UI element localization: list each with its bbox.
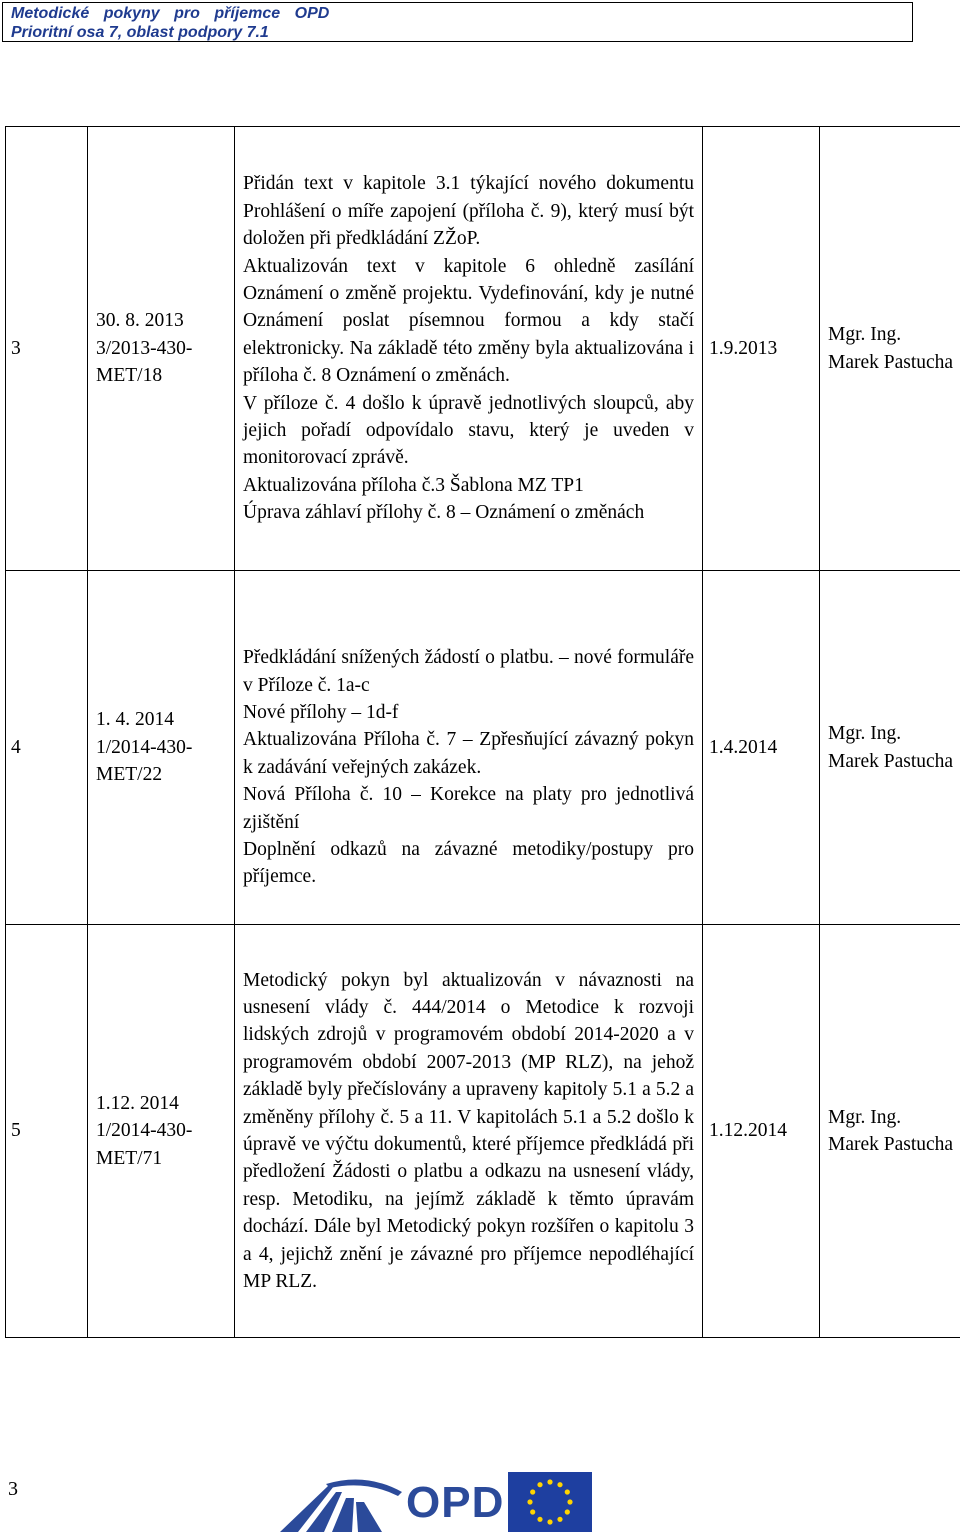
road-icon	[280, 1480, 402, 1532]
row-effective-date: 1.9.2013	[703, 127, 820, 571]
row-number: 4	[6, 571, 88, 925]
date-line: 1/2014-430-	[96, 736, 193, 758]
document-header	[2, 2, 913, 42]
date-line: 3/2013-430-	[96, 337, 193, 359]
table-row	[6, 127, 960, 571]
row-author	[820, 571, 960, 925]
description-paragraph: Metodický pokyn byl aktualizován v návaznosti na usnesení vlády č. 444/2014 o Metodice k rozvoji lidských zdrojů v programovém období 2014-2020 a v programovém období 2007-2013 (MP RLZ), na jehož základě byly přečíslovány a upraveny kapitoly 5.1 a 5.2 a změněny přílohy č. 5 a 11. V kapitolách 5.1 a 5.2 došlo k úpravě ve výčtu dokumentů, které příjemce předkládá při předložení Žádosti o platbu a odkazu na usnesení vlády, resp. Metodiku, na jejímž základě k těmto úpravám dochází. Dále byl Metodický pokyn rozšířen o kapitolu 3 a 4, jejichž znění je závazné pro příjemce nepodléhající MP RLZ.	[243, 969, 694, 1293]
description-paragraph: Doplnění odkazů na závazné metodiky/postupy pro příjemce.	[243, 839, 694, 888]
description-paragraph: Aktualizován text v kapitole 6 ohledně zasílání Oznámení o změně projektu. Vydefinování, kdy je nutné Oznámení poslat písemnou formou a kdy stačí elektronicky. Na základě této změny byla aktualizována i příloha č. 8 Oznámení o změnách.	[243, 255, 694, 387]
page-number: 3	[8, 1478, 18, 1500]
author-line: Marek Pastucha	[828, 1134, 954, 1155]
row-author	[820, 925, 960, 1338]
header-subtitle: Prioritní osa 7, oblast podpory 7.1	[11, 24, 269, 41]
author-line: Mgr. Ing.	[828, 723, 902, 745]
row-author	[820, 127, 960, 571]
date-line: MET/22	[96, 764, 163, 786]
author-line: Mgr. Ing.	[828, 1106, 902, 1128]
description-paragraph: Nové přílohy – 1d-f	[243, 701, 399, 723]
date-line: 1.12. 2014	[96, 1092, 179, 1114]
table-row	[6, 925, 960, 1338]
description-paragraph: Předkládání snížených žádostí o platbu. – nové formuláře v Příloze č. 1a-c	[243, 647, 694, 696]
logo-text: OPD	[406, 1478, 505, 1527]
row-description	[235, 127, 703, 571]
table-row	[6, 571, 960, 925]
author-line: Marek Pastucha	[828, 750, 954, 772]
date-line: 30. 8. 2013	[96, 310, 184, 332]
row-effective-date: 1.4.2014	[703, 571, 820, 925]
row-description	[235, 925, 703, 1338]
row-number: 3	[6, 127, 88, 571]
date-line: 1. 4. 2014	[96, 709, 174, 731]
row-number: 5	[6, 925, 88, 1338]
author-line: Marek Pastucha	[828, 351, 954, 373]
row-date	[88, 925, 235, 1338]
eu-flag-icon	[508, 1472, 592, 1532]
date-line: MET/18	[96, 365, 163, 387]
row-date	[88, 127, 235, 571]
description-paragraph: Přidán text v kapitole 3.1 týkající nového dokumentu Prohlášení o míře zapojení (příloha č. 9), který musí být doložen při předkládání ZŽoP.	[243, 173, 694, 250]
header-title: Metodické pokyny pro příjemce OPD	[11, 5, 330, 22]
change-log-table	[5, 126, 960, 1338]
date-line: 1/2014-430-	[96, 1120, 193, 1142]
description-paragraph: Aktualizována příloha č.3 Šablona MZ TP1	[243, 474, 584, 496]
row-description	[235, 571, 703, 925]
author-line: Mgr. Ing.	[828, 324, 902, 346]
description-paragraph: Aktualizována Příloha č. 7 – Zpřesňující závazný pokyn k zadávání veřejných zakázek.	[243, 729, 694, 778]
description-paragraph: V příloze č. 4 došlo k úpravě jednotlivých sloupců, aby jejich pořadí odpovídalo stavu, který je uveden v monitorovací zprávě.	[243, 392, 694, 469]
row-effective-date: 1.12.2014	[703, 925, 820, 1338]
row-date	[88, 571, 235, 925]
description-paragraph: Nová Příloha č. 10 – Korekce na platy pro jednotlivá zjištění	[243, 784, 694, 833]
description-paragraph: Úprava záhlaví přílohy č. 8 – Oznámení o změnách	[243, 502, 645, 524]
date-line: MET/71	[96, 1147, 163, 1169]
